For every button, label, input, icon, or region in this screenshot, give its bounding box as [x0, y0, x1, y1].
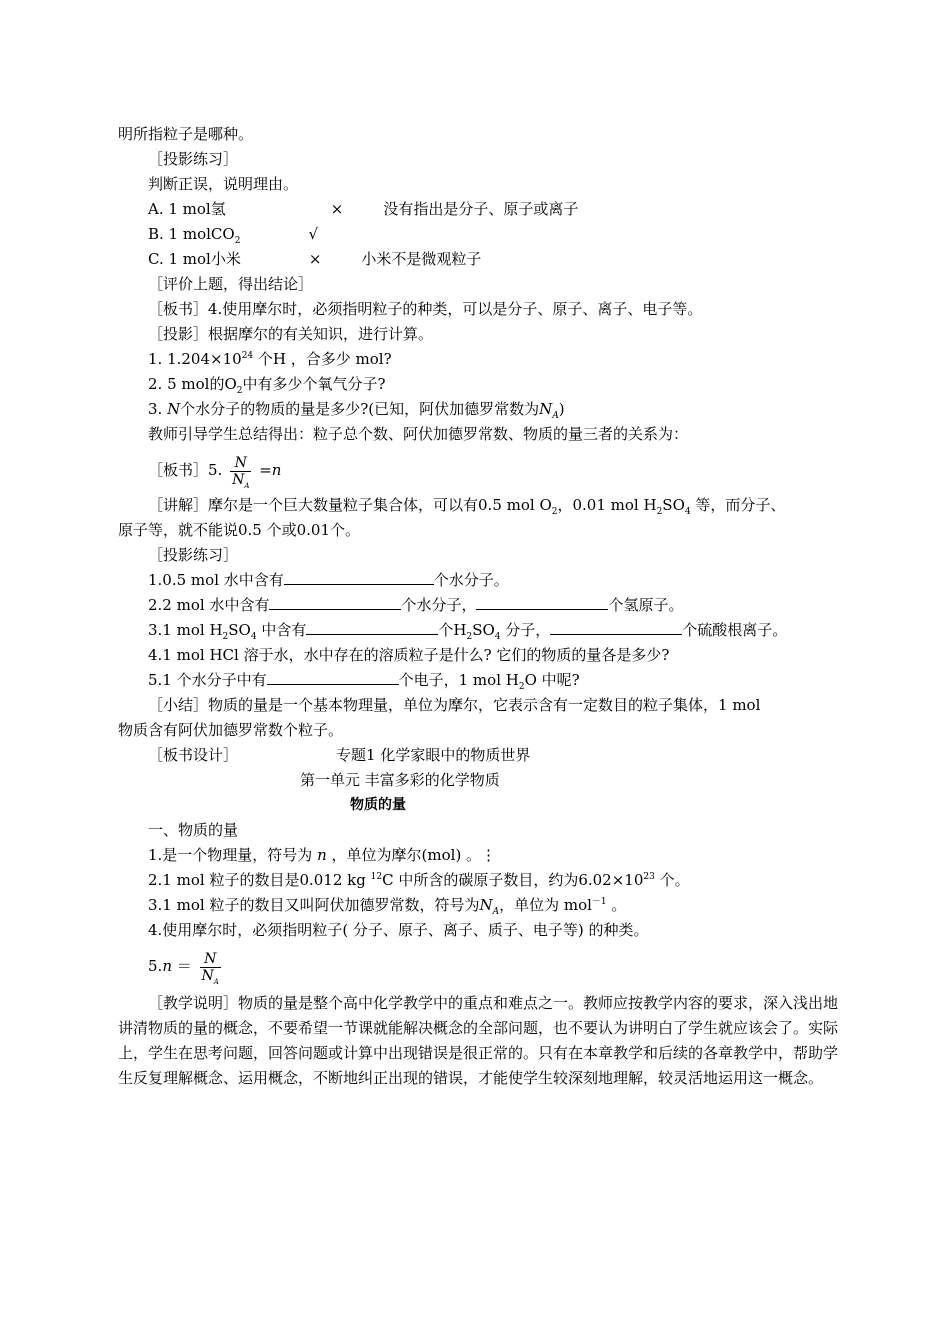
text-line: 一、物质的量: [148, 821, 239, 839]
answer-blank[interactable]: [269, 593, 401, 610]
option-c: C. 1 mol小米 × 小米不是微观粒子: [148, 250, 482, 268]
answer-blank[interactable]: [550, 618, 682, 635]
text-line: 明所指粒子是哪种。: [118, 125, 254, 143]
teaching-note: ［教学说明］物质的量是整个高中化学教学中的重点和难点之一。教师应按教学内容的要求，深入浅出地讲清物质的量的概念，不要希望一节课就能解决概念的全部问题，也不要认为讲明白了学生就应该会了。实际上，学生在思考问题，回答问题或计算中出现错误是很正常的。只有在本章教学和后续的各章教学中，帮助学生反复理解概念、运用概念，不断地纠正出现的错误，才能使学生较深刻地理解，较灵活地运用这一概念。: [118, 994, 839, 1087]
point-4: 4.使用摩尔时，必须指明粒子( 分子、原子、离子、质子、电子等) 的种类。: [148, 921, 649, 939]
practice-1: 1.0.5 mol 水中含有 个水分子。: [118, 568, 838, 593]
point-1: 1.是一个物理量，符号为 n ，单位为摩尔(mol) 。⋮: [148, 846, 497, 864]
explanation-line: ［讲解］摩尔是一个巨大数量粒子集合体，可以有0.5 mol $O_2$，0.01 mol $H_2SO_4$ 等，而分子、: [148, 496, 786, 517]
point-2: 2.1 mol 粒子的数目是0.012 kg $^{12}$C 中所含的碳原子数目，约为$6.02\times 10^{23}$ 个。: [148, 871, 690, 889]
practice-3: 3.1 mol $H_2SO_4$ 中含有 个$H_2SO_4$ 分子， 个硫酸根离子。: [118, 618, 838, 643]
point-5-formula: 5.n ＝ $\frac{N}{N_A}$: [148, 950, 219, 986]
cross-mark: ×: [330, 200, 344, 218]
point-3: 3.1 mol 粒子的数目又叫阿伏加德罗常数，符号为$N_A$，单位为 mol$^{-1}$ 。: [148, 896, 627, 917]
option-b: B. 1 molCO$_2$ √: [148, 225, 318, 246]
check-mark: √: [308, 225, 318, 243]
question-2: 2. 5 mol的$O_2$中有多少个氧气分子?: [148, 375, 386, 396]
unit-title: 第一单元 丰富多彩的化学物质: [300, 771, 500, 789]
text-line: ［投影练习］: [148, 546, 239, 564]
board-design: ［板书设计］ 专题1 化学家眼中的物质世界: [148, 746, 531, 764]
answer-blank[interactable]: [284, 568, 434, 585]
text-line: 原子等，就不能说0.5 个或0.01个。: [118, 521, 361, 539]
answer-blank[interactable]: [267, 668, 399, 685]
answer-blank[interactable]: [476, 593, 608, 610]
question-1: 1. $1.204\times 10^{24}$ 个H ，合多少 mol?: [148, 350, 392, 368]
text-line: ［板书］4.使用摩尔时，必须指明粒子的种类，可以是分子、原子、离子、电子等。: [148, 300, 703, 318]
text-line: ［投影］根据摩尔的有关知识，进行计算。: [148, 325, 434, 343]
fraction: $\frac{N}{N_A}$: [232, 454, 250, 490]
text-line: 判断正误，说明理由。: [148, 175, 299, 193]
practice-2: 2.2 mol 水中含有 个水分子， 个氢原子。: [118, 593, 838, 618]
cross-mark: ×: [308, 250, 322, 268]
topic-title: 专题1 化学家眼中的物质世界: [336, 746, 531, 764]
document-page: [118, 122, 838, 1091]
option-a: A. 1 mol氢 × 没有指出是分子、原子或离子: [148, 200, 579, 218]
practice-5: 5.1 个水分子中有 个电子，1 mol $H_2O$ 中呢?: [118, 668, 838, 693]
summary-line: ［小结］物质的量是一个基本物理量，单位为摩尔，它表示含有一定数目的粒子集体，1 mol: [148, 696, 761, 714]
formula-line: ［板书］5. $\frac{N}{N_A}$ =n: [148, 454, 282, 490]
text-line: 教师引导学生总结得出：粒子总个数、阿伏加德罗常数、物质的量三者的关系为：: [148, 425, 689, 443]
section-heading: 物质的量: [350, 797, 406, 813]
answer-blank[interactable]: [306, 618, 438, 635]
text-line: ［投影练习］: [148, 150, 239, 168]
question-3: 3. N个水分子的物质的量是多少?(已知，阿伏加德罗常数为$N_A$): [148, 400, 565, 421]
practice-4: 4.1 mol HCl 溶于水，水中存在的溶质粒子是什么? 它们的物质的量各是多少?: [148, 646, 670, 664]
fraction: $\frac{N}{N_A}$: [201, 950, 219, 986]
text-line: ［评价上题，得出结论］: [148, 275, 314, 293]
summary-line: 物质含有阿伏加德罗常数个粒子。: [118, 721, 344, 739]
